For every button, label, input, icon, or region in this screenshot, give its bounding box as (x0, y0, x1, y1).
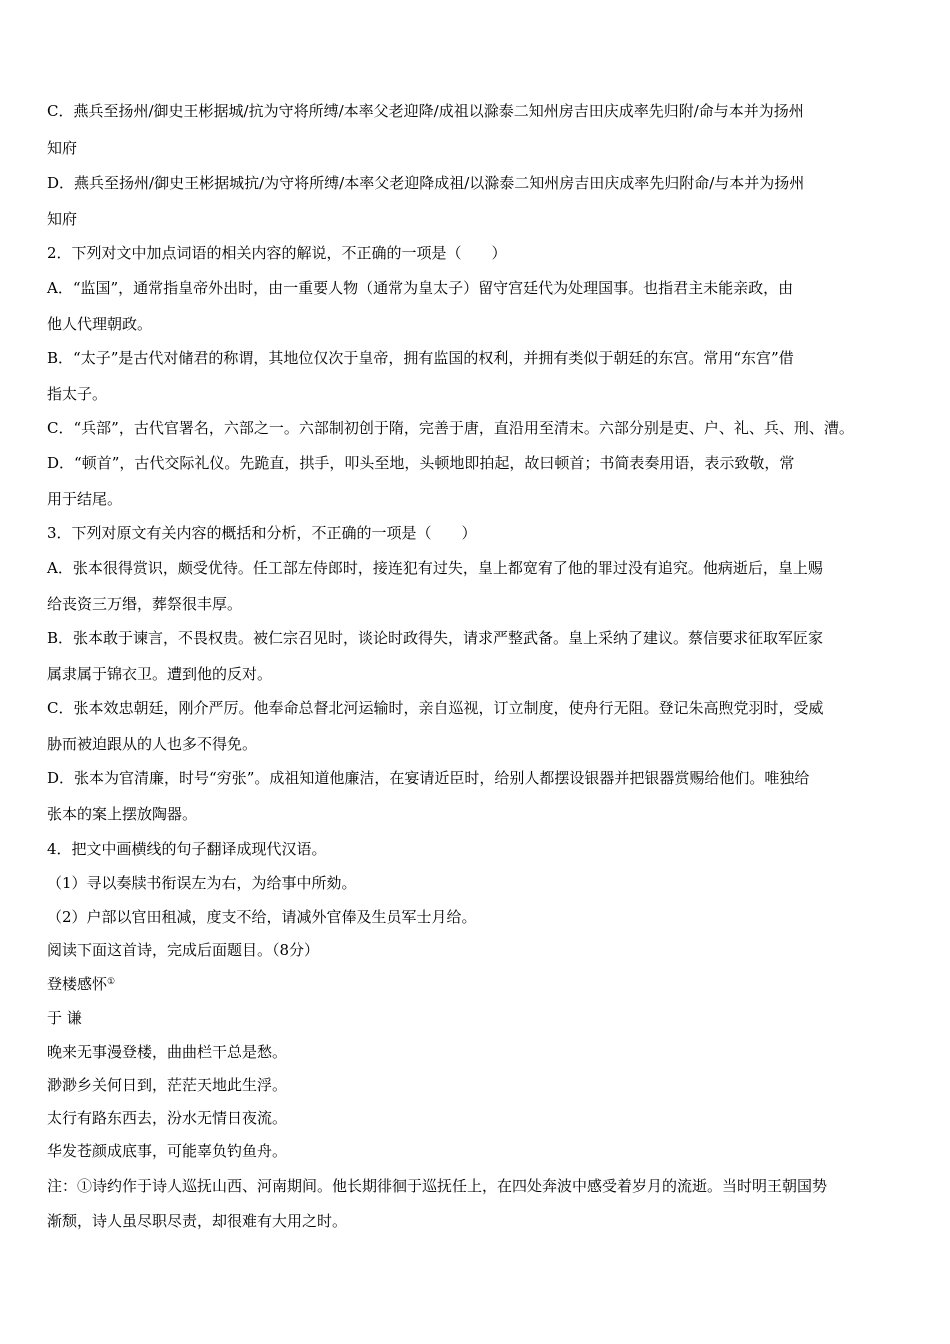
text-line-option-c-q2: C．“兵部”，古代官署名，六部之一。六部制初创于隋，完善于唐，直沿用至清末。六部分别是吏、户、礼、兵、刑、漕。 (47, 419, 854, 437)
poem-line-3: 太行有路东西去，汾水无情日夜流。 (47, 1109, 288, 1127)
translation-item-1: （1）寻以奏牍书衔误左为右，为给事中所劾。 (47, 874, 357, 892)
question-2-stem: 2．下列对文中加点词语的相关内容的解说，不正确的一项是（ ） (47, 244, 507, 262)
text-line-option-d-q2: D．“顿首”，古代交际礼仪。先跪直，拱手，叩头至地，头顿地即拍起，故曰顿首；书简表奏用语，表示致敬，常 (47, 454, 795, 472)
question-3-stem: 3．下列对原文有关内容的概括和分析，不正确的一项是（ ） (47, 524, 477, 542)
text-line-option-a-q2: A．“监国”，通常指皇帝外出时，由一重要人物（通常为皇太子）留守宫廷代为处理国事。也指君主未能亲政，由 (47, 279, 794, 297)
text-line-option-b-q3: B．张本敢于谏言，不畏权贵。被仁宗召见时，谈论时政得失，请求严整武备。皇上采纳了建议。蔡信要求征取军匠家 (47, 629, 824, 647)
poem-title-text: 登楼感怀 (47, 975, 108, 993)
text-line: 胁而被迫跟从的人也多不得免。 (47, 735, 258, 753)
poem-author: 于 谦 (47, 1009, 82, 1027)
text-line: 张本的案上摆放陶器。 (47, 805, 198, 823)
text-line: 属隶属于锦衣卫。遭到他的反对。 (47, 665, 273, 683)
text-line-option-d-q1: D．燕兵至扬州/御史王彬据城抗/为守将所缚/本率父老迎降成祖/以滁泰二知州房吉田庆成率先归附命/与本并为扬州 (47, 174, 805, 192)
poem-line-4: 华发苍颜成底事，可能辜负钓鱼舟。 (47, 1142, 288, 1160)
question-4-stem: 4．把文中画横线的句子翻译成现代汉语。 (47, 840, 327, 858)
text-line-option-a-q3: A．张本很得赏识，颇受优待。任工部左侍郎时，接连犯有过失，皇上都宽宥了他的罪过没有追究。他病逝后，皇上赐 (47, 559, 823, 577)
text-line: 用于结尾。 (47, 490, 123, 508)
text-line: 知府 (47, 139, 78, 157)
poem-title (47, 974, 115, 994)
poem-line-2: 渺渺乡关何日到，茫茫天地此生浮。 (47, 1076, 288, 1094)
poem-note: 注：①诗约作于诗人巡抚山西、河南期间。他长期徘徊于巡抚任上，在四处奔波中感受着岁月的流逝。当时明王朝国势 (47, 1177, 828, 1195)
text-line: 给丧资三万缗，葬祭很丰厚。 (47, 595, 243, 613)
poem-instruction: 阅读下面这首诗，完成后面题目。（8分） (47, 941, 320, 959)
text-line: 渐颓，诗人虽尽职尽责，却很难有大用之时。 (47, 1212, 348, 1230)
text-line: 指太子。 (47, 385, 108, 403)
text-line: 他人代理朝政。 (47, 315, 153, 333)
footnote-marker: ① (107, 977, 116, 987)
text-line: 知府 (47, 210, 78, 228)
text-line-option-d-q3: D．张本为官清廉，时号“穷张”。成祖知道他廉洁，在宴请近臣时，给别人都摆设银器并把银器赏赐给他们。唯独给 (47, 769, 810, 787)
poem-line-1: 晚来无事漫登楼，曲曲栏干总是愁。 (47, 1043, 288, 1061)
text-line-option-c-q1: C．燕兵至扬州/御史王彬据城/抗为守将所缚/本率父老迎降/成祖以滁泰二知州房吉田庆成率先归附/命与本并为扬州 (47, 102, 804, 120)
text-line-option-b-q2: B．“太子”是古代对储君的称谓，其地位仅次于皇帝，拥有监国的权利，并拥有类似于朝廷的东宫。常用“东宫”借 (47, 349, 794, 367)
translation-item-2: （2）户部以官田租减，度支不给，请减外官俸及生员军士月给。 (47, 908, 477, 926)
text-line-option-c-q3: C．张本效忠朝廷，刚介严厉。他奉命总督北河运输时，亲自巡视，订立制度，使舟行无阻。登记朱高煦党羽时，受威 (47, 699, 824, 717)
